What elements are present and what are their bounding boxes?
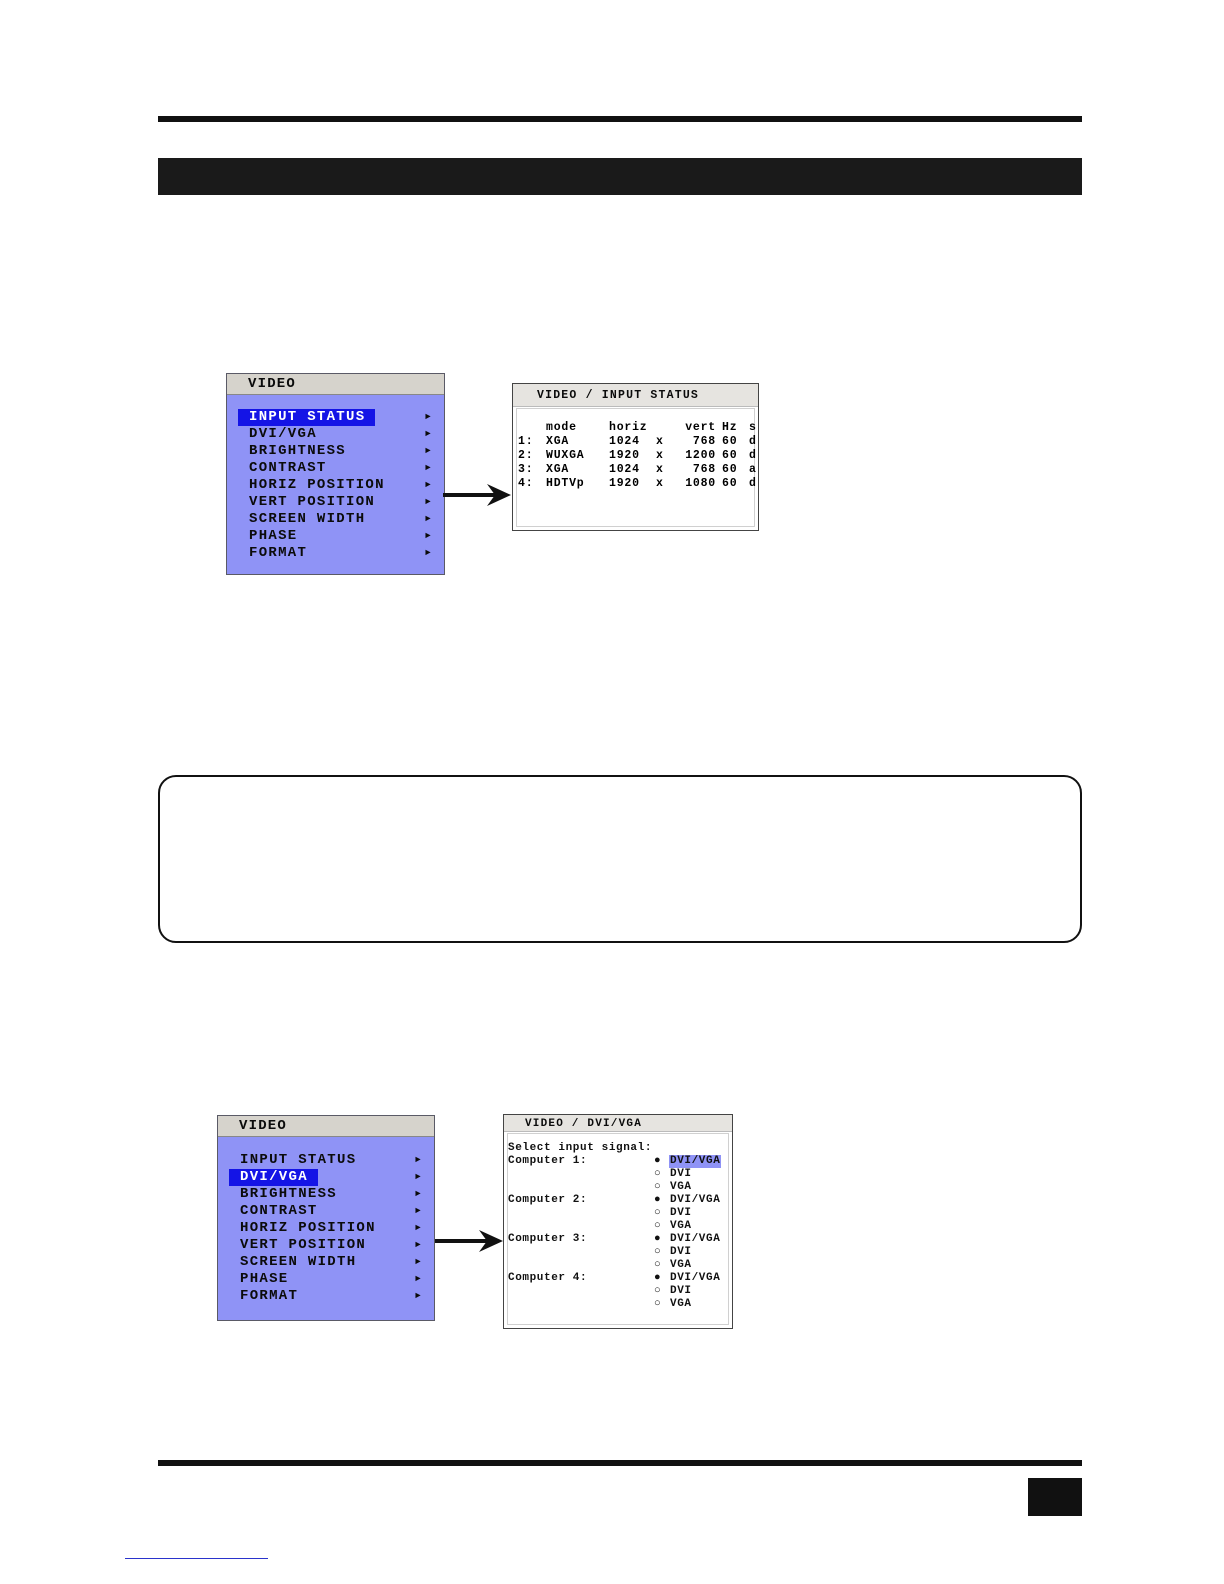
menu-item-label: CONTRAST — [240, 1203, 318, 1219]
table-cell: d — [749, 449, 757, 462]
option-row — [508, 1168, 730, 1181]
table-header — [656, 421, 672, 435]
option-dvi-vga[interactable]: DVI/VGA — [670, 1194, 721, 1206]
table-cell: x — [656, 449, 664, 462]
menu-item-list — [227, 409, 444, 562]
table-cell: 1080 — [685, 477, 716, 490]
table-cell: 60 — [722, 477, 738, 490]
table-cell: 60 — [722, 435, 738, 448]
computer-label: Computer 1: — [508, 1155, 588, 1167]
panel-title: VIDEO / INPUT STATUS — [513, 384, 758, 407]
table-cell: x — [656, 435, 664, 448]
table-cell: 1024 — [609, 463, 640, 476]
option-row — [508, 1207, 730, 1220]
menu-item-label: BRIGHTNESS — [240, 1186, 338, 1202]
menu-item-label: PHASE — [249, 528, 298, 544]
menu-item-format[interactable] — [218, 1288, 434, 1305]
menu-item-screen-width[interactable] — [227, 511, 444, 528]
option-dvi[interactable]: DVI — [670, 1246, 692, 1258]
table-cell: 3: — [518, 463, 534, 476]
submenu-arrow-icon: ► — [415, 1274, 422, 1284]
table-header — [518, 421, 546, 435]
table-cell: 768 — [692, 463, 716, 476]
submenu-arrow-icon: ► — [415, 1291, 422, 1301]
table-cell: d — [749, 477, 757, 490]
arrow-right-icon — [435, 1226, 505, 1256]
menu-item-label: INPUT STATUS — [238, 409, 375, 426]
menu-item-label: HORIZ POSITION — [249, 477, 385, 493]
option-row — [508, 1259, 730, 1272]
menu-item-label: DVI/VGA — [249, 426, 317, 442]
option-dvi[interactable]: DVI — [670, 1168, 692, 1180]
menu-item-input-status[interactable] — [218, 1152, 434, 1169]
submenu-arrow-icon: ► — [425, 497, 432, 507]
radio-unselected-icon[interactable]: ○ — [654, 1207, 662, 1219]
table-cell: XGA — [546, 435, 570, 448]
submenu-arrow-icon: ► — [415, 1257, 422, 1267]
radio-unselected-icon[interactable]: ○ — [654, 1181, 662, 1193]
table-cell: 1024 — [609, 435, 640, 448]
table-cell: 1920 — [609, 477, 640, 490]
dvi-vga-options — [508, 1142, 730, 1311]
menu-item-format[interactable] — [227, 545, 444, 562]
table-cell: 1200 — [685, 449, 716, 462]
table-cell: a — [749, 463, 757, 476]
arrow-right-icon — [443, 480, 513, 510]
menu-item-label: FORMAT — [249, 545, 308, 561]
table-cell: 60 — [722, 463, 738, 476]
table-cell: x — [656, 463, 664, 476]
table-cell: HDTVp — [546, 477, 585, 490]
radio-unselected-icon[interactable]: ○ — [654, 1246, 662, 1258]
menu-item-brightness[interactable] — [227, 443, 444, 460]
menu-item-label: PHASE — [240, 1271, 289, 1287]
link-underline[interactable] — [125, 1558, 268, 1559]
option-dvi-vga[interactable]: DVI/VGA — [670, 1155, 721, 1167]
menu-item-label: FORMAT — [240, 1288, 299, 1304]
video-menu-top — [226, 373, 445, 575]
table-header: Hz — [722, 421, 738, 434]
menu-item-vert-position[interactable] — [218, 1237, 434, 1254]
submenu-arrow-icon: ► — [425, 412, 432, 422]
submenu-arrow-icon: ► — [415, 1155, 422, 1165]
submenu-arrow-icon: ► — [425, 463, 432, 473]
table-cell: 4: — [518, 477, 534, 490]
table-header: mode — [546, 421, 577, 434]
radio-unselected-icon[interactable]: ○ — [654, 1298, 662, 1310]
page-number-box — [1028, 1478, 1082, 1516]
table-header: vert — [685, 421, 716, 434]
menu-title: VIDEO — [227, 374, 444, 395]
table-cell: 1: — [518, 435, 534, 448]
table-cell: 2: — [518, 449, 534, 462]
computer-label: Computer 4: — [508, 1272, 588, 1284]
option-row — [508, 1298, 730, 1311]
menu-item-horiz-position[interactable] — [227, 477, 444, 494]
option-vga[interactable]: VGA — [670, 1220, 692, 1232]
table-cell: WUXGA — [546, 449, 585, 462]
note-box — [158, 775, 1082, 943]
option-dvi-vga[interactable]: DVI/VGA — [670, 1233, 721, 1245]
submenu-arrow-icon: ► — [415, 1172, 422, 1182]
input-status-table — [518, 421, 759, 491]
video-menu-bottom — [217, 1115, 435, 1321]
table-row — [518, 449, 759, 463]
radio-unselected-icon[interactable]: ○ — [654, 1285, 662, 1297]
menu-item-input-status[interactable] — [227, 409, 444, 426]
menu-item-phase[interactable] — [218, 1271, 434, 1288]
table-cell: 60 — [722, 449, 738, 462]
menu-item-label: HORIZ POSITION — [240, 1220, 376, 1236]
radio-selected-icon[interactable]: ● — [654, 1233, 662, 1245]
option-row — [508, 1285, 730, 1298]
select-prompt — [508, 1142, 730, 1155]
bottom-rule — [158, 1460, 1082, 1466]
option-row — [508, 1246, 730, 1259]
submenu-arrow-icon: ► — [425, 446, 432, 456]
menu-item-horiz-position[interactable] — [218, 1220, 434, 1237]
computer-3-row — [508, 1233, 730, 1246]
option-row — [508, 1181, 730, 1194]
table-cell: XGA — [546, 463, 570, 476]
radio-selected-icon[interactable]: ● — [654, 1272, 662, 1284]
menu-item-label: INPUT STATUS — [240, 1152, 357, 1168]
option-dvi[interactable]: DVI — [670, 1207, 692, 1219]
computer-2-row — [508, 1194, 730, 1207]
menu-item-contrast[interactable] — [218, 1203, 434, 1220]
option-dvi[interactable]: DVI — [670, 1285, 692, 1297]
menu-item-phase[interactable] — [227, 528, 444, 545]
menu-item-label: VERT POSITION — [249, 494, 376, 510]
menu-item-label: SCREEN WIDTH — [249, 511, 366, 527]
prompt-text: Select input signal: — [508, 1142, 653, 1154]
table-header: horiz — [609, 421, 648, 434]
submenu-arrow-icon: ► — [415, 1206, 422, 1216]
table-cell: d — [749, 435, 757, 448]
menu-title: VIDEO — [218, 1116, 434, 1137]
table-row — [518, 435, 759, 449]
menu-item-contrast[interactable] — [227, 460, 444, 477]
option-vga[interactable]: VGA — [670, 1259, 692, 1271]
option-dvi-vga[interactable]: DVI/VGA — [670, 1272, 721, 1284]
menu-item-dvi-vga[interactable] — [218, 1169, 434, 1186]
submenu-arrow-icon: ► — [415, 1240, 422, 1250]
submenu-arrow-icon: ► — [425, 480, 432, 490]
table-header: s — [749, 421, 757, 434]
submenu-arrow-icon: ► — [425, 548, 432, 558]
submenu-arrow-icon: ► — [415, 1223, 422, 1233]
table-cell: 1920 — [609, 449, 640, 462]
table-cell: 768 — [692, 435, 716, 448]
option-vga[interactable]: VGA — [670, 1181, 692, 1193]
panel-title: VIDEO / DVI/VGA — [504, 1115, 732, 1132]
submenu-arrow-icon: ► — [425, 531, 432, 541]
radio-selected-icon[interactable]: ● — [654, 1155, 662, 1167]
menu-item-brightness[interactable] — [218, 1186, 434, 1203]
computer-1-row — [508, 1155, 730, 1168]
section-header-bar — [158, 158, 1082, 195]
submenu-arrow-icon: ► — [425, 429, 432, 439]
table-row — [518, 477, 759, 491]
menu-item-label: VERT POSITION — [240, 1237, 367, 1253]
radio-unselected-icon[interactable]: ○ — [654, 1168, 662, 1180]
menu-item-screen-width[interactable] — [218, 1254, 434, 1271]
menu-item-label: DVI/VGA — [229, 1169, 318, 1186]
submenu-arrow-icon: ► — [415, 1189, 422, 1199]
option-vga[interactable]: VGA — [670, 1298, 692, 1310]
radio-unselected-icon[interactable]: ○ — [654, 1220, 662, 1232]
computer-label: Computer 2: — [508, 1194, 588, 1206]
menu-item-list — [218, 1152, 434, 1305]
top-rule — [158, 116, 1082, 122]
radio-unselected-icon[interactable]: ○ — [654, 1259, 662, 1271]
menu-item-vert-position[interactable] — [227, 494, 444, 511]
radio-selected-icon[interactable]: ● — [654, 1194, 662, 1206]
computer-4-row — [508, 1272, 730, 1285]
option-row — [508, 1220, 730, 1233]
menu-item-dvi-vga[interactable] — [227, 426, 444, 443]
table-header-row — [518, 421, 759, 435]
menu-item-label: SCREEN WIDTH — [240, 1254, 357, 1270]
submenu-arrow-icon: ► — [425, 514, 432, 524]
computer-label: Computer 3: — [508, 1233, 588, 1245]
menu-item-label: BRIGHTNESS — [249, 443, 347, 459]
table-row — [518, 463, 759, 477]
table-cell: x — [656, 477, 664, 490]
menu-item-label: CONTRAST — [249, 460, 327, 476]
